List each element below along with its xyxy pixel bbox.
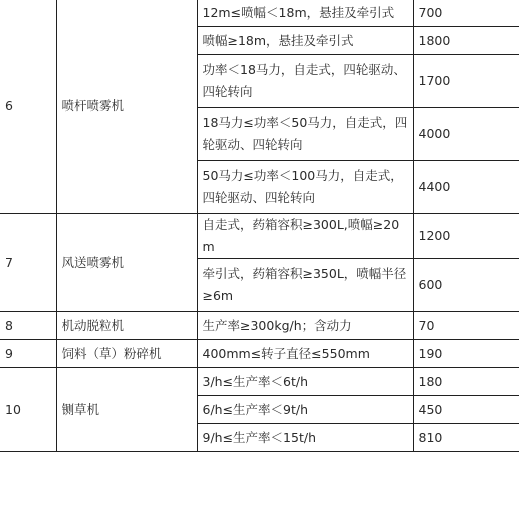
subsidy-amount-cell: 810 <box>413 424 519 452</box>
spec-cell: 自走式，药箱容积≥300L,喷幅≥20m <box>197 214 413 259</box>
spec-cell: 12m≤喷幅＜18m，悬挂及牵引式 <box>197 0 413 27</box>
spec-cell: 400mm≤转子直径≤550mm <box>197 340 413 368</box>
machine-name: 机动脱粒机 <box>56 312 197 340</box>
machine-name: 饲料（草）粉碎机 <box>56 340 197 368</box>
table-row <box>0 368 519 396</box>
spec-cell: 功率＜18马力，自走式，四轮驱动、四轮转向 <box>197 55 413 108</box>
table-row <box>0 312 519 340</box>
subsidy-amount-cell: 700 <box>413 0 519 27</box>
subsidy-amount-cell: 70 <box>413 312 519 340</box>
spec-cell: 18马力≤功率＜50马力，自走式，四轮驱动、四轮转向 <box>197 108 413 161</box>
table-row <box>0 340 519 368</box>
machine-name: 风送喷雾机 <box>56 214 197 312</box>
subsidy-amount-cell: 450 <box>413 396 519 424</box>
item-number: 7 <box>0 214 56 312</box>
item-number: 9 <box>0 340 56 368</box>
subsidy-amount-cell: 1800 <box>413 27 519 55</box>
spec-cell: 6/h≤生产率＜9t/h <box>197 396 413 424</box>
item-number: 6 <box>0 0 56 214</box>
subsidy-amount-cell: 1200 <box>413 214 519 259</box>
item-number: 10 <box>0 368 56 452</box>
machine-name: 铡草机 <box>56 368 197 452</box>
subsidy-amount-cell: 600 <box>413 259 519 312</box>
spec-cell: 喷幅≥18m，悬挂及牵引式 <box>197 27 413 55</box>
spec-cell: 3/h≤生产率＜6t/h <box>197 368 413 396</box>
subsidy-amount-cell: 180 <box>413 368 519 396</box>
spec-cell: 50马力≤功率＜100马力，自走式，四轮驱动、四轮转向 <box>197 161 413 214</box>
subsidy-amount-cell: 4000 <box>413 108 519 161</box>
machine-name: 喷杆喷雾机 <box>56 0 197 214</box>
item-number: 8 <box>0 312 56 340</box>
subsidy-amount-cell: 4400 <box>413 161 519 214</box>
spec-cell: 生产率≥300kg/h；含动力 <box>197 312 413 340</box>
subsidy-amount-cell: 1700 <box>413 55 519 108</box>
spec-cell: 9/h≤生产率＜15t/h <box>197 424 413 452</box>
table-row <box>0 214 519 259</box>
table-row <box>0 0 519 27</box>
spec-cell: 牵引式，药箱容积≥350L，喷幅半径≥6m <box>197 259 413 312</box>
subsidy-amount-cell: 190 <box>413 340 519 368</box>
